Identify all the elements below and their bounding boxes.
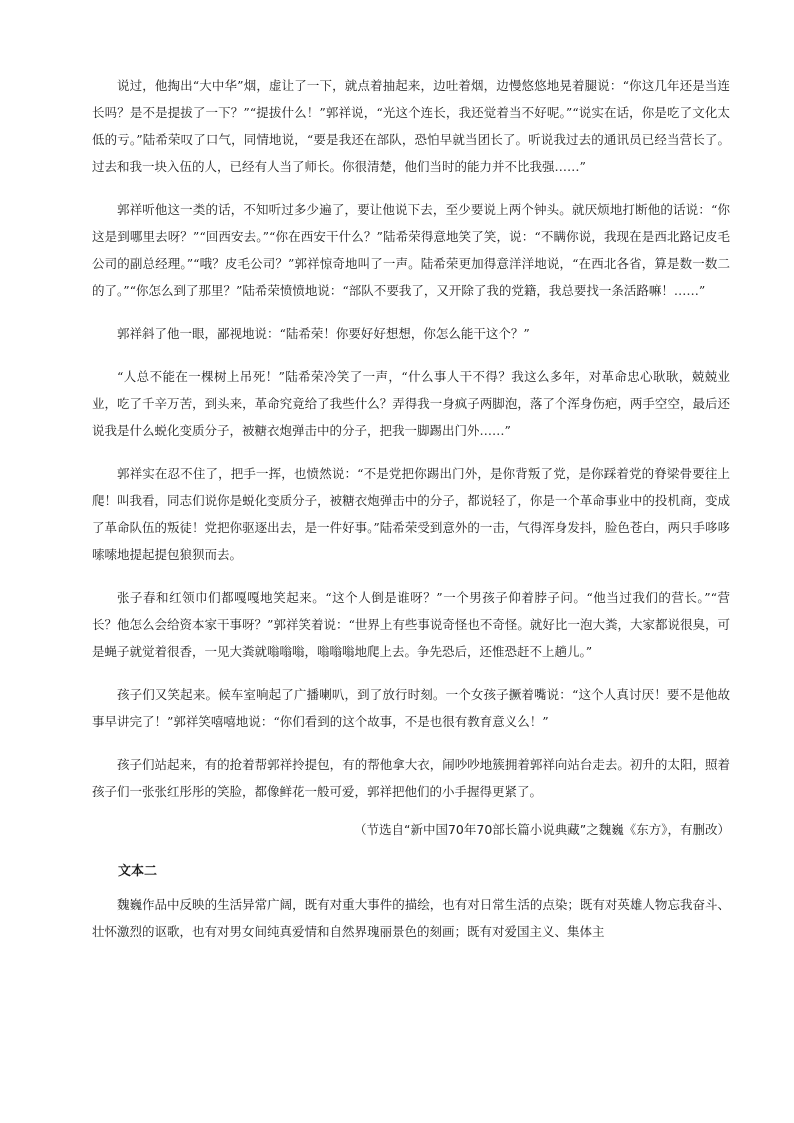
paragraph: 孩子们站起来，有的抢着帮郭祥拎提包，有的帮他拿大衣，闹吵吵地簇拥着郭祥向站台走去。初升的太阳，照着孩子们一张张红彤彤的笑脸，都像鲜花一般可爱，郭祥把他们的小手握得更紧了。 <box>92 757 730 799</box>
section-heading: 文本二 <box>118 864 158 879</box>
paragraph: 魏巍作品中反映的生活异常广阔，既有对重大事件的描绘，也有对日常生活的点染；既有对英雄人物忘我奋斗、壮怀激烈的讴歌，也有对男女间纯真爱情和自然界瑰丽景色的刻画；既有对爱国主义、集体主 <box>92 897 730 939</box>
paragraph: 说过，他掏出“大中华”烟，虚让了一下，就点着抽起来，边吐着烟，边慢悠悠地晃着腿说：“你这几年还是当连长吗？是不是提拔了一下？”“提拔什么！”郭祥说，“光这个连长，我还觉着当不好呢。”“说实在话，你是吃了文化太低的亏。”陆希荣叹了口气，同情地说，“要是我还在部队，恐怕早就当团长了。听说我过去的通讯员已经当营长了。过去和我一块入伍的人，已经有人当了师长。你很清楚，他们当时的能力并不比我强……” <box>92 78 730 174</box>
paragraph: 孩子们又笑起来。候车室响起了广播喇叭，到了放行时刻。一个女孩子撅着嘴说：“这个人真讨厌！要不是他故事早讲完了！”郭祥笑嘻嘻地说：“你们看到的这个故事，不是也很有教育意义么！” <box>92 687 730 729</box>
paragraph: 张子春和红领巾们都嘎嘎地笑起来。“这个人倒是谁呀？”一个男孩子仰着脖子问。“他当过我们的营长。”“营长？他怎么会给资本家干事呀？”郭祥笑着说：“世界上有些事说奇怪也不奇怪。就好比一泡大粪，大家都说很臭，可是蝇子就觉着很香，一见大粪就嗡嗡嗡，嗡嗡嗡地爬上去。争先恐后，还惟恐赶不上趟儿。” <box>92 590 730 659</box>
paragraph: 郭祥听他这一类的话，不知听过多少遍了，要让他说下去，至少要说上两个钟头。就厌烦地打断他的话说：“你这是到哪里去呀？”“回西安去。”“你在西安干什么？”陆希荣得意地笑了笑，说：“不瞒你说，我现在是西北路记皮毛公司的副总经理。”“哦？皮毛公司？”郭祥惊奇地叫了一声。陆希荣更加得意洋洋地说，“在西北各省，算是数一数二的了。”“你怎么到了那里？”陆希荣愤愤地说：“部队不要我了，又开除了我的党籍，我总要找一条活路嘛！……” <box>92 202 730 298</box>
paragraph: 郭祥实在忍不住了，把手一挥，也愤然说：“不是党把你踢出门外，是你背叛了党，是你踩着党的脊梁骨要往上爬！叫我看，同志们说你是蜕化变质分子，被糖衣炮弹击中的分子，都说轻了，你是一个革命事业中的投机商，变成了革命队伍的叛徒！党把你驱逐出去，是一件好事。”陆希荣受到意外的一击，气得浑身发抖，脸色苍白，两只手哆哆嗦嗦地提起提包狼狈而去。 <box>92 466 730 562</box>
paragraph: 郭祥斜了他一眼，鄙视地说：“陆希荣！你要好好想想，你怎么能干这个？” <box>117 326 530 341</box>
text-one <box>92 72 730 843</box>
source-citation: （节选自“新中国70年70部长篇小说典藏”之魏巍《东方》，有删改） <box>353 822 730 837</box>
paragraph: “人总不能在一棵树上吊死！”陆希荣冷笑了一声，“什么事人干不得？我这么多年，对革命忠心耿耿，兢兢业业，吃了千辛万苦，到头来，革命究竟给了我些什么？弄得我一身疯子两脚泡，落了个浑身伤疤，两手空空，最后还说我是什么蜕化变质分子，被糖衣炮弹击中的分子，把我一脚踢出门外……” <box>92 369 730 438</box>
text-two <box>92 859 730 945</box>
